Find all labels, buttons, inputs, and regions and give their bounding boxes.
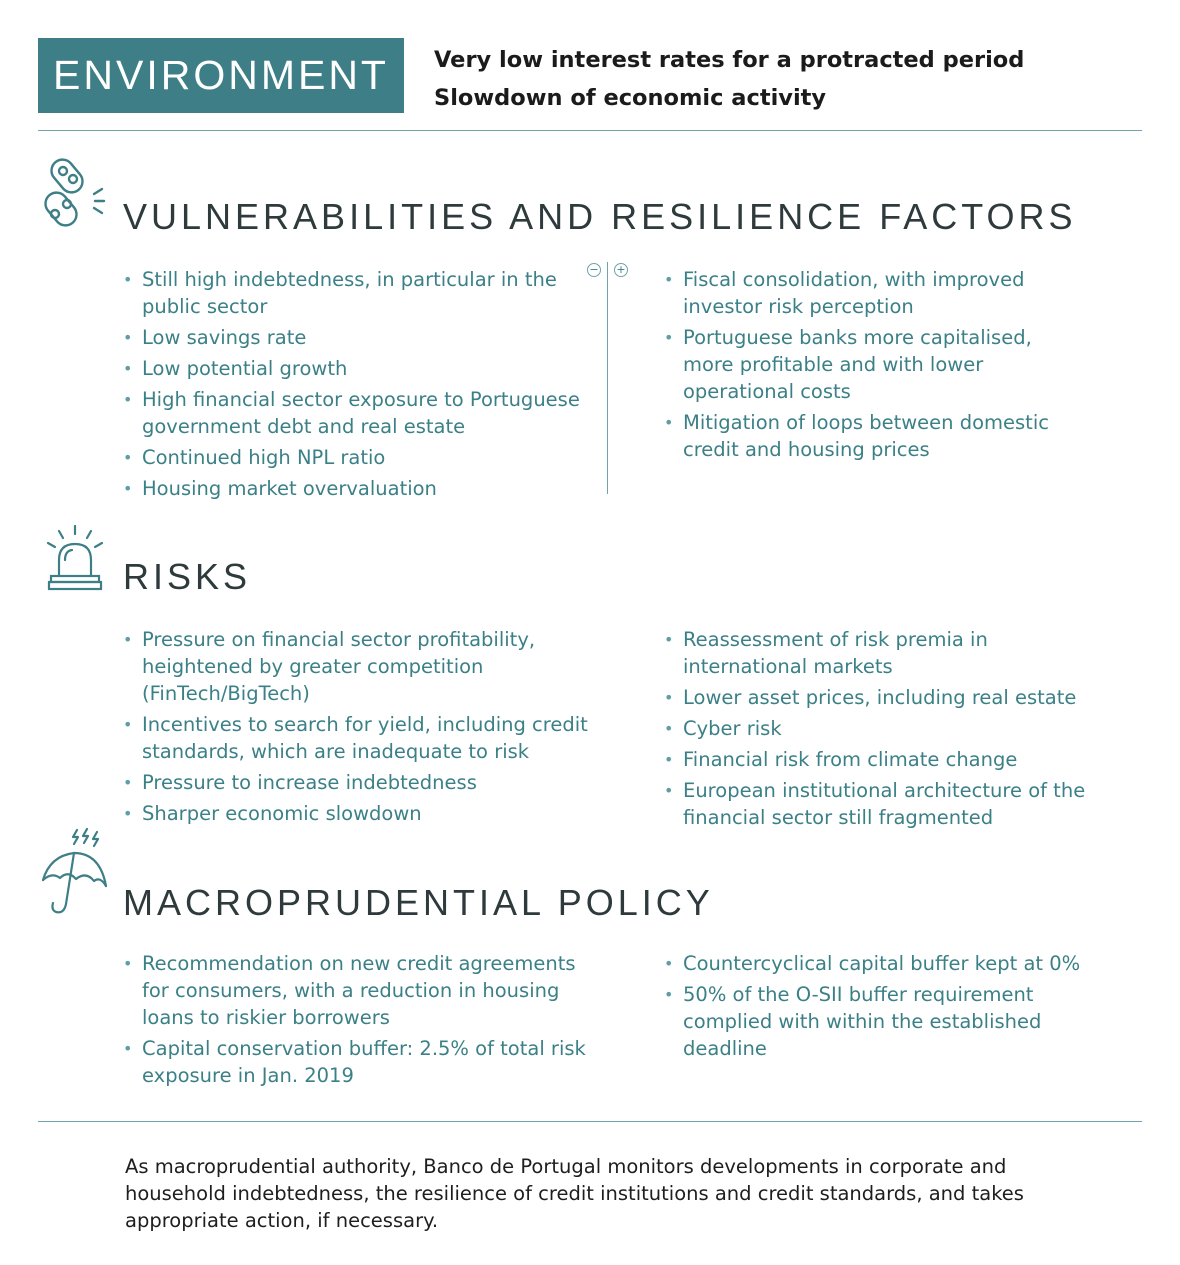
macro-title: MACROPRUDENTIAL POLICY — [123, 882, 714, 923]
list-item: • Continued high NPL ratio — [123, 444, 588, 471]
divider-top — [38, 130, 1142, 131]
vulnerabilities-list — [123, 266, 588, 506]
list-item: • Pressure on financial sector profitability, heightened by greater competition (FinTech/BigTech) — [123, 626, 593, 707]
macro-right-list — [664, 950, 1089, 1066]
risks-right-list — [664, 626, 1089, 835]
chain-link-icon — [40, 153, 108, 233]
umbrella-storm-icon — [40, 826, 110, 918]
minus-icon: − — [587, 263, 601, 277]
risks-title: RISKS — [123, 556, 252, 597]
list-item: • Incentives to search for yield, including credit standards, which are inadequate to risk — [123, 711, 593, 765]
list-item: • Sharper economic slowdown — [123, 800, 593, 827]
list-item: • Pressure to increase indebtedness — [123, 769, 593, 796]
list-item: • 50% of the O-SII buffer requirement complied with within the established deadline — [664, 981, 1089, 1062]
list-item: • Capital conservation buffer: 2.5% of total risk exposure in Jan. 2019 — [123, 1035, 593, 1089]
footer-note: As macroprudential authority, Banco de Portugal monitors developments in corporate and household indebtedness, the resilience of credit institutions and credit standards, and takes appropriate action, if necessary. — [125, 1155, 1024, 1232]
list-item: • Housing market overvaluation — [123, 475, 588, 502]
divider-bottom — [38, 1121, 1142, 1122]
environment-label: ENVIRONMENT — [38, 38, 404, 113]
list-item: • Recommendation on new credit agreements for consumers, with a reduction in housing loans to riskier borrowers — [123, 950, 593, 1031]
environment-lines — [434, 41, 1024, 117]
alarm-light-icon — [44, 524, 106, 592]
resilience-list — [664, 266, 1084, 467]
list-item: • Reassessment of risk premia in international markets — [664, 626, 1089, 680]
list-item: • Countercyclical capital buffer kept at 0% — [664, 950, 1089, 977]
list-item: • Still high indebtedness, in particular in the public sector — [123, 266, 588, 320]
list-item: • Low savings rate — [123, 324, 588, 351]
list-item: • Financial risk from climate change — [664, 746, 1089, 773]
list-item: • Cyber risk — [664, 715, 1089, 742]
list-item: • High financial sector exposure to Portuguese government debt and real estate — [123, 386, 588, 440]
risks-left-list — [123, 626, 593, 831]
plus-icon: + — [614, 263, 628, 277]
list-item: • European institutional architecture of the financial sector still fragmented — [664, 777, 1089, 831]
list-item: • Fiscal consolidation, with improved investor risk perception — [664, 266, 1084, 320]
list-item: • Low potential growth — [123, 355, 588, 382]
environment-line: Very low interest rates for a protracted period — [434, 47, 1025, 73]
list-item: • Lower asset prices, including real estate — [664, 684, 1089, 711]
environment-line: Slowdown of economic activity — [434, 85, 827, 111]
list-item: • Portuguese banks more capitalised, more profitable and with lower operational costs — [664, 324, 1084, 405]
vulnerabilities-title: VULNERABILITIES AND RESILIENCE FACTORS — [123, 196, 1077, 237]
list-item: • Mitigation of loops between domestic credit and housing prices — [664, 409, 1084, 463]
column-divider — [607, 262, 608, 494]
macro-left-list — [123, 950, 593, 1093]
